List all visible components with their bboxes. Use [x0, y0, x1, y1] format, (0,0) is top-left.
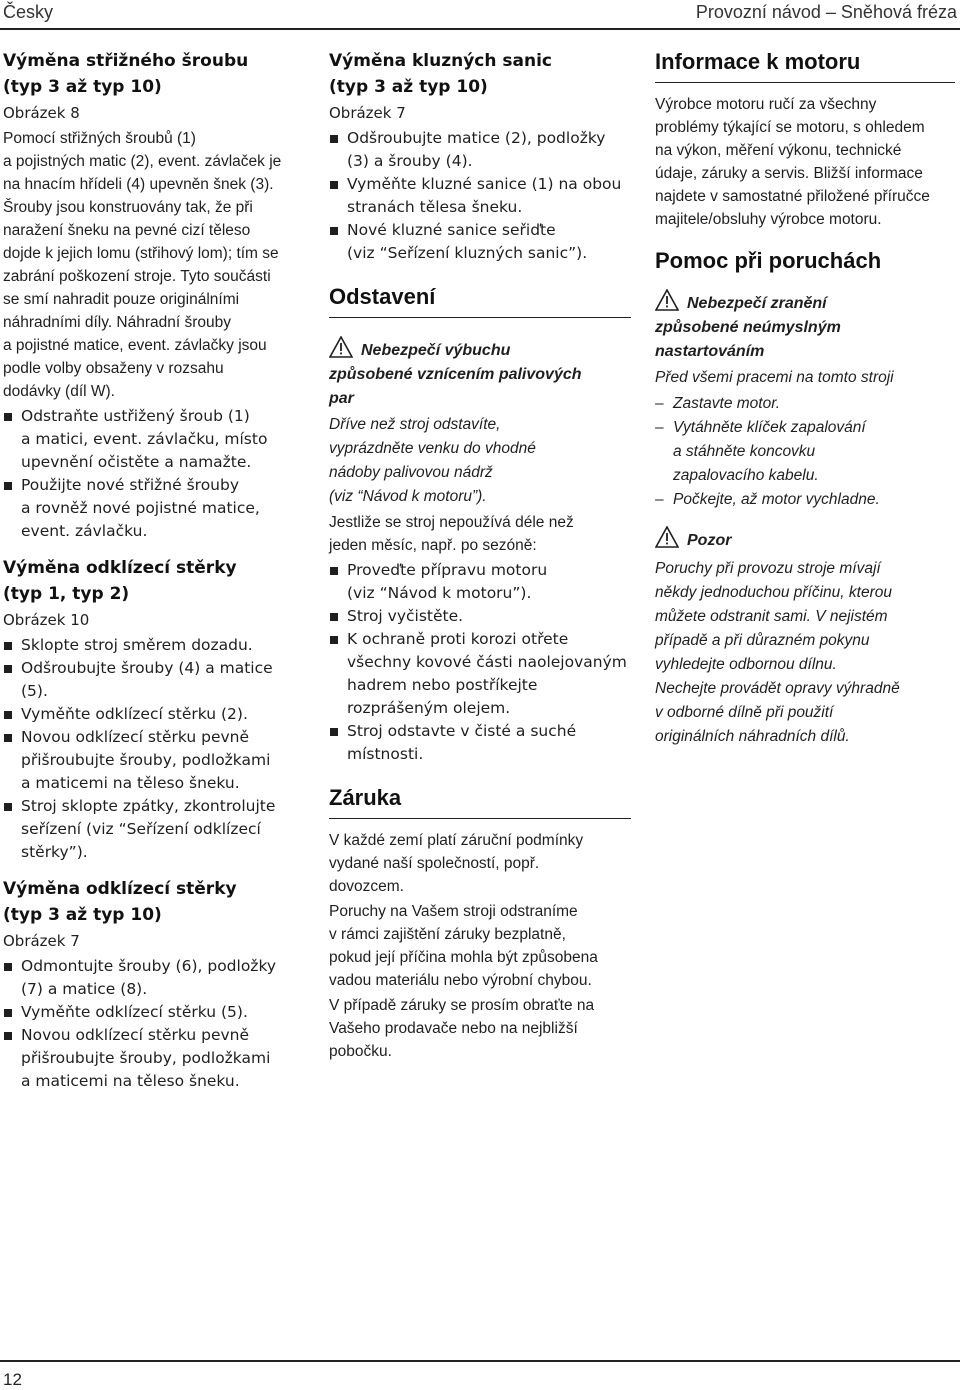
instruction-list: [3, 955, 303, 1093]
list-item: – Vytáhněte klíček zapalování a stáhněte koncovku zapalovacího kabelu.: [655, 416, 955, 488]
section-title: Záruka: [329, 784, 631, 819]
list-item: Odšroubujte matice (2), podložky (3) a šrouby (4).: [329, 127, 631, 173]
list-item: Sklopte stroj směrem dozadu.: [3, 634, 303, 657]
instruction-list: [3, 405, 303, 543]
list-item: Proveďte přípravu motoru (viz “Návod k motoru”).: [329, 559, 631, 605]
section-warranty: [329, 784, 631, 1063]
list-item: Novou odklízecí stěrku pevně přišroubujte šrouby, podložkami a maticemi na těleso šneku.: [3, 1024, 303, 1093]
list-item: Odmontujte šrouby (6), podložky (7) a matice (8).: [3, 955, 303, 1001]
paragraph: Pomocí střižných šroubů (1) a pojistných matic (2), event. závlaček je na hnacím hřídeli (4) upevněn šnek (3). Šrouby jsou konstruovány tak, že při naražení šneku na pevné cizí těleso dojde k jejich lomu (střihový lom); tím se zabrání poškození stroje. Tyto součásti se smí nahradit pouze originálními náhradními díly. Náhradní šrouby a pojistné matice, event. závlačky jsou podle volby obsaženy v rozsahu dodávky (díl W).: [3, 130, 282, 400]
list-item: Stroj odstavte v čisté a suché místnosti.: [329, 720, 631, 766]
section-storage: [329, 283, 631, 766]
column-3: [655, 48, 955, 751]
paragraph: V případě záruky se prosím obraťte na Vašeho prodavače nebo na nejbližší pobočku.: [329, 997, 595, 1060]
list-item: Vyměňte odklízecí stěrku (2).: [3, 703, 303, 726]
section-scraper-1-2: [3, 555, 303, 864]
section-scraper-3-10: [3, 876, 303, 1093]
header-rule: [0, 28, 960, 30]
list-item: Stroj sklopte zpátky, zkontrolujte seřízení (viz “Seřízení odklízecí stěrky”).: [3, 795, 303, 864]
list-item: Novou odklízecí stěrku pevně přišroubujte šrouby, podložkami a maticemi na těleso šneku.: [3, 726, 303, 795]
list-item: Odstraňte ustřižený šroub (1) a matici, event. závlačku, místo upevnění očistěte a namažte.: [3, 405, 303, 474]
column-2: [329, 48, 631, 1065]
caution-text: Poruchy při provozu stroje mívají někdy jednoduchou příčinu, kterou můžete odstranit sami. V nejistém případě a při důrazném pokynu vyhledejte odbornou dílnu. Nechejte provádět opravy výhradně v odborné dílně při použití originálních náhradních dílů.: [655, 560, 900, 745]
instruction-list: [329, 559, 631, 766]
header-doc-title: Provozní návod – Sněhová fréza: [695, 2, 957, 22]
figure-ref: Obrázek 7: [329, 104, 406, 122]
dash-list: [655, 392, 955, 512]
warning-text: Dříve než stroj odstavíte, vyprázdněte venku do vhodné nádoby palivovou nádrž (viz “Návod k motoru”).: [329, 416, 536, 505]
title-line: Výměna střižného šroubu: [3, 51, 249, 71]
list-item: Vyměňte odklízecí stěrku (5).: [3, 1001, 303, 1024]
section-title: Výměna kluzných sanic (typ 3 až typ 10): [329, 51, 552, 97]
instruction-list: [329, 127, 631, 265]
warning-text: Před všemi pracemi na tomto stroji: [655, 369, 894, 386]
figure-ref: Obrázek 7: [3, 932, 80, 950]
list-item: – Počkejte, až motor vychladne.: [655, 488, 955, 512]
section-troubleshooting: [655, 247, 955, 749]
figure-ref: Obrázek 10: [3, 611, 90, 629]
caution-title: Pozor: [655, 526, 955, 553]
section-skids: [329, 48, 631, 265]
paragraph: V každé zemí platí záruční podmínky vydané naší společností, popř. dovozcem.: [329, 832, 584, 895]
list-item: – Zastavte motor.: [655, 392, 955, 416]
warning-triangle-icon: [329, 336, 353, 358]
section-title: Výměna odklízecí stěrky (typ 1, typ 2): [3, 558, 237, 604]
list-item: Použijte nové střižné šrouby a rovněž nové pojistné matice, event. závlačku.: [3, 474, 303, 543]
warning-triangle-icon: [655, 289, 679, 311]
list-item: Stroj vyčistěte.: [329, 605, 631, 628]
section-title: Pomoc při poruchách: [655, 248, 882, 273]
section-engine-info: [655, 48, 955, 231]
list-item: Odšroubujte šrouby (4) a matice (5).: [3, 657, 303, 703]
title-line: (typ 3 až typ 10): [3, 77, 162, 97]
instruction-list: [3, 634, 303, 864]
list-item: Nové kluzné sanice seřiďte (viz “Seřízení kluzných sanic”).: [329, 219, 631, 265]
warning-title: Nebezpečí výbuchu způsobené vznícením palivových par: [329, 336, 631, 411]
warning-title: Nebezpečí zranění způsobené neúmyslným nastartováním: [655, 289, 955, 364]
section-title: Odstavení: [329, 283, 631, 318]
column-1: [3, 48, 303, 1097]
section-title: Výměna odklízecí stěrky (typ 3 až typ 10): [3, 879, 237, 925]
section-title: [3, 48, 303, 100]
caution-triangle-icon: [655, 526, 679, 548]
paragraph: Jestliže se stroj nepoužívá déle než jeden měsíc, např. po sezóně:: [329, 514, 574, 554]
page-number: 12: [3, 1370, 22, 1389]
figure-ref: Obrázek 8: [3, 104, 80, 122]
section-shear-bolt: [3, 48, 303, 543]
paragraph: Poruchy na Vašem stroji odstraníme v rámci zajištění záruky bezplatně, pokud její příčina mohla být způsobena vadou materiálu nebo výrobní chybou.: [329, 903, 598, 989]
header-language: Česky: [3, 2, 54, 22]
paragraph: Výrobce motoru ručí za všechny problémy týkající se motoru, s ohledem na výkon, měření výkonu, technické údaje, záruky a servis. Bližší informace najdete v samostatné přiložené příručce majitele/obsluhy výrobce motoru.: [655, 96, 930, 228]
list-item: K ochraně proti korozi otřete všechny kovové části naolejovaným hadrem nebo postříkejte rozprášeným olejem.: [329, 628, 631, 720]
list-item: Vyměňte kluzné sanice (1) na obou stranách tělesa šneku.: [329, 173, 631, 219]
section-title: Informace k motoru: [655, 48, 955, 83]
footer-rule: [0, 1360, 960, 1362]
